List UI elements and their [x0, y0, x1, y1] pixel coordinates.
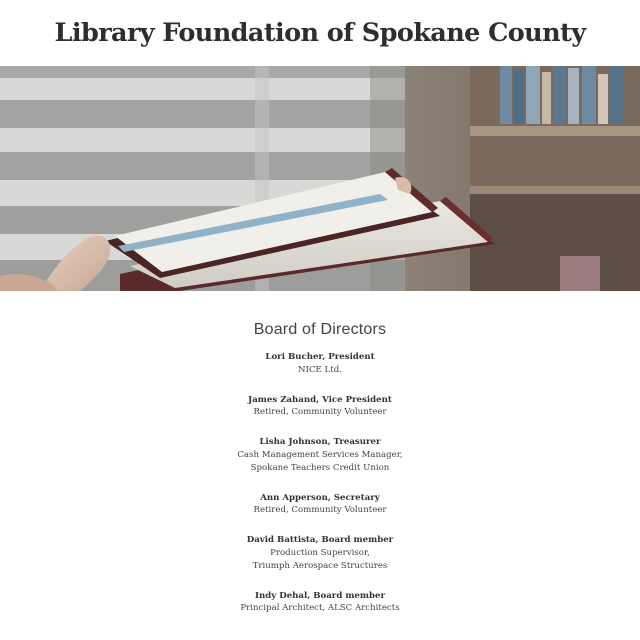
- site-title-link[interactable]: Library Foundation of Spokane County: [54, 18, 586, 48]
- director-entry: [0, 590, 640, 616]
- board-section: [0, 291, 640, 615]
- director-name: Indy Dehal, Board member: [255, 590, 385, 601]
- director-title: Production Supervisor,: [270, 547, 370, 558]
- director-entry: [0, 436, 640, 474]
- director-affiliation: Principal Architect, ALSC Architects: [240, 603, 400, 614]
- director-affiliation: Retired, Community Volunteer: [253, 407, 387, 418]
- director-entry: [0, 394, 640, 420]
- director-entry: [0, 534, 640, 572]
- site-header: [0, 0, 640, 66]
- director-affiliation: Retired, Community Volunteer: [253, 505, 387, 516]
- hero-banner: [0, 66, 640, 291]
- director-name: Lisha Johnson, Treasurer: [259, 437, 381, 448]
- director-name: Ann Apperson, Secretary: [260, 492, 380, 503]
- director-entry: [0, 351, 640, 377]
- director-affiliation: Spokane Teachers Credit Union: [250, 462, 390, 473]
- director-entry: [0, 492, 640, 518]
- director-affiliation: Triumph Aerospace Structures: [252, 560, 388, 571]
- director-name: Lori Bucher, President: [265, 352, 375, 362]
- section-title: Board of Directors: [253, 321, 387, 338]
- hands-holding-books-photo-icon: [0, 66, 640, 291]
- director-name: David Battista, Board member: [246, 535, 394, 546]
- director-title: Cash Management Services Manager,: [237, 449, 403, 460]
- director-affiliation: NICE Ltd.: [298, 364, 342, 375]
- director-name: James Zahand, Vice President: [248, 394, 392, 405]
